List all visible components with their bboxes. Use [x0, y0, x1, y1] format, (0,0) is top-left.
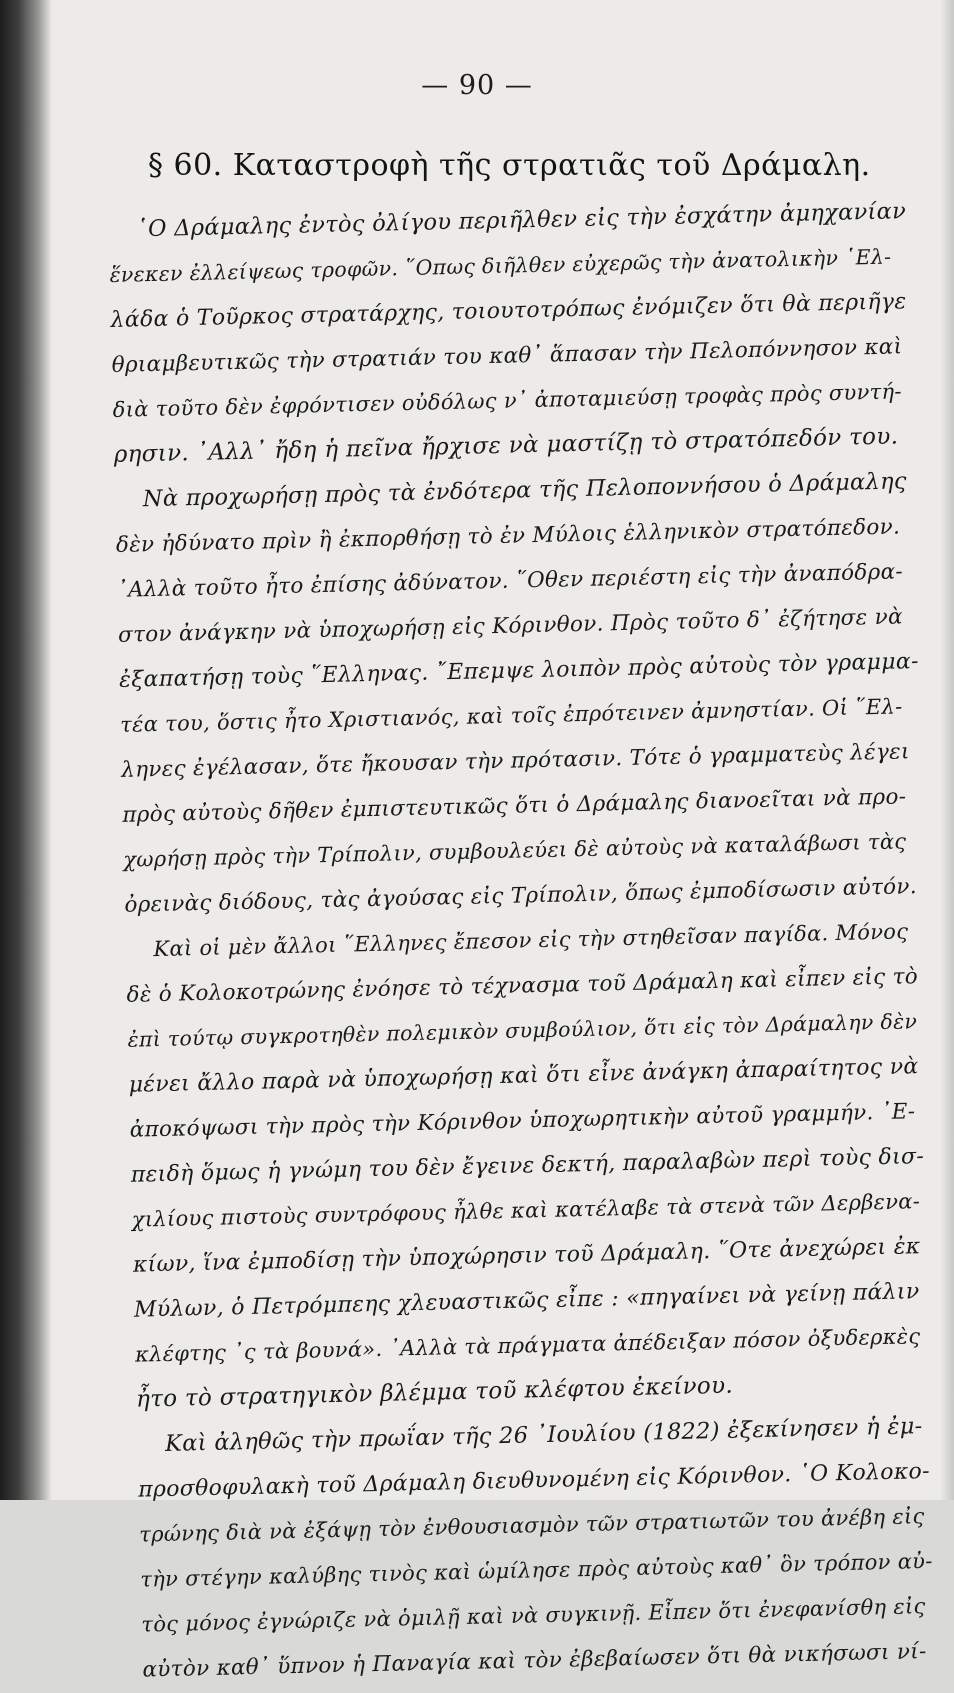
text-line: Μύλων, ὁ Πετρόμπεης χλευαστικῶς εἶπε : «πηγαίνει νὰ γείνῃ πάλιν [133, 1279, 920, 1323]
text-line: ἦτο τὸ στρατηγικὸν βλέμμα τοῦ κλέφτου ἐκείνου. [135, 1372, 734, 1413]
text-line: Νὰ προχωρήσῃ πρὸς τὰ ἐνδότερα τῆς Πελοποννήσου ὁ Δράμαλης [142, 468, 908, 513]
text-line: αὐτὸν καθ᾽ ὕπνον ἡ Παναγία καὶ τὸν ἐβεβαίωσεν ὅτι θὰ νικήσωσι νί- [142, 1639, 927, 1683]
paragraph-1 [108, 189, 914, 478]
page-edge-shadow [940, 0, 954, 1500]
text-line: δὲ ὁ Κολοκοτρώνης ἐνόησε τὸ τέχνασμα τοῦ Δράμαλη καὶ εἶπεν εἰς τὸ [126, 964, 919, 1008]
text-line: τὸς μόνος ἐγνώριζε νὰ ὁμιλῇ καὶ νὰ συγκινῇ. Εἶπεν ὅτι ἐνεφανίσθη εἰς [141, 1594, 926, 1637]
text-line: χιλίους πιστοὺς συντρόφους ἦλθε καὶ κατέλαβε τὰ στενὰ τῶν Δερβενα- [131, 1189, 921, 1232]
text-line: δὲν ἠδύνατο πρὶν ἢ ἐκπορθήσῃ τὸ ἐν Μύλοις ἑλληνικὸν στρατόπεδον. [115, 514, 901, 558]
text-line: ᾽Αλλὰ τοῦτο ἦτο ἐπίσης ἀδύνατον. ῞Οθεν περιέστη εἰς τὴν ἀναπόδρα- [116, 559, 904, 603]
text-line: μένει ἄλλο παρὰ νὰ ὑποχωρήσῃ καὶ ὅτι εἶνε ἀνάγκη ἀπαραίτητος νὰ [128, 1054, 919, 1098]
book-gutter-shadow [0, 0, 52, 1500]
text-line: στον ἀνάγκην νὰ ὑποχωρήσῃ εἰς Κόρινθον. Πρὸς τοῦτο δ᾽ ἐζήτησε νὰ [117, 604, 904, 648]
text-line: λάδα ὁ Τοῦρκος στρατάρχης, τοιουτοτρόπως ἐνόμιζεν ὅτι θὰ περιῆγε [110, 289, 907, 333]
text-line: τέα του, ὅστις ἦτο Χριστιανός, καὶ τοῖς ἐπρότεινεν ἀμνηστίαν. Οἱ ῞Ελ- [119, 694, 903, 737]
text-line: χωρήσῃ πρὸς τὴν Τρίπολιν, συμβουλεύει δὲ αὐτοὺς νὰ καταλάβωσι τὰς [123, 829, 907, 872]
text-line: τὴν στέγην καλύβης τινὸς καὶ ὡμίλησε πρὸς αὐτοὺς καθ᾽ ὃν τρόπον αὐ- [140, 1548, 933, 1592]
text-line: ληνες ἐγέλασαν, ὅτε ἤκουσαν τὴν πρότασιν. Τότε ὁ γραμματεὺς λέγει [120, 739, 910, 783]
paragraph-4 [137, 1404, 943, 1693]
body-text [108, 189, 943, 1692]
section-title-text: 60. Καταστροφὴ τῆς στρατιᾶς τοῦ Δράμαλη. [173, 148, 871, 183]
text-line: πρὸς αὐτοὺς δῆθεν ἐμπιστευτικῶς ὅτι ὁ Δράμαλης διανοεῖται νὰ προ- [122, 784, 907, 828]
text-line: πειδὴ ὅμως ἡ γνώμη του δὲν ἔγεινε δεκτή, παραλαβὼν περὶ τοὺς δισ- [130, 1144, 925, 1188]
text-line: ρησιν. ᾽Αλλ᾽ ἤδη ἡ πεῖνα ἤρχισε νὰ μαστίζῃ τὸ στρατόπεδόν του. [113, 423, 899, 468]
paragraph-3 [125, 909, 936, 1423]
text-line: τρώνης διὰ νὰ ἐξάψῃ τὸν ἐνθουσιασμὸν τῶν στρατιωτῶν του ἀνέβη εἰς [138, 1504, 925, 1547]
text-line: Καὶ ἀληθῶς τὴν πρωΐαν τῆς 26 ᾽Ιουλίου (1822) ἐξεκίνησεν ἡ ἐμ- [164, 1413, 923, 1457]
section-symbol: § [148, 148, 164, 183]
text-line: προσθοφυλακὴ τοῦ Δράμαλη διευθυνομένη εἰς Κόρινθον. ῾Ο Κολοκο- [137, 1458, 931, 1503]
page-number: — 90 — [421, 70, 533, 101]
text-line: ὀρεινὰς διόδους, τὰς ἀγούσας εἰς Τρίπολιν, ὅπως ἐμποδίσωσιν αὐτόν. [124, 874, 918, 918]
text-line: κλέφτης ᾽ς τὰ βουνά». ᾽Αλλὰ τὰ πράγματα ἀπέδειξαν πόσον ὀξυδερκὲς [134, 1324, 921, 1367]
paragraph-2 [114, 459, 924, 928]
text-line: κίων, ἵνα ἐμποδίσῃ τὴν ὑποχώρησιν τοῦ Δράμαλη. ῞Οτε ἀνεχώρει ἐκ [132, 1234, 921, 1278]
text-line: ἐξαπατήσῃ τοὺς ῞Ελληνας. ῎Επεμψε λοιπὸν πρὸς αὐτοὺς τὸν γραμμα- [118, 649, 919, 693]
text-line: ῾Ο Δράμαλης ἐντὸς ὀλίγου περιῆλθεν εἰς τὴν ἐσχάτην ἀμηχανίαν [136, 198, 907, 243]
text-line: ἀποκόψωσι τὴν πρὸς τὴν Κόρινθον ὑποχωρητικὴν αὐτοῦ γραμμήν. ᾽Ε- [129, 1099, 916, 1143]
text-line: ἐπὶ τούτῳ συγκροτηθὲν πολεμικὸν συμβούλιον, ὅτι εἰς τὸν Δράμαλην δὲν [127, 1009, 918, 1052]
section-heading [148, 148, 908, 183]
text-line: Καὶ οἱ μὲν ἄλλοι ῞Ελληνες ἔπεσον εἰς τὴν στηθεῖσαν παγίδα. Μόνος [153, 919, 909, 962]
text-line: ἕνεκεν ἐλλείψεως τροφῶν. ῞Οπως διῆλθεν εὐχερῶς τὴν ἀνατολικὴν ῾Ελ- [109, 244, 892, 287]
text-line: θριαμβευτικῶς τὴν στρατιάν του καθ᾽ ἅπασαν τὴν Πελοπόννησον καὶ [111, 334, 903, 378]
text-line: διὰ τοῦτο δὲν ἐφρόντισεν οὐδόλως ν᾽ ἀποταμιεύσῃ τροφὰς πρὸς συντή- [112, 379, 903, 422]
